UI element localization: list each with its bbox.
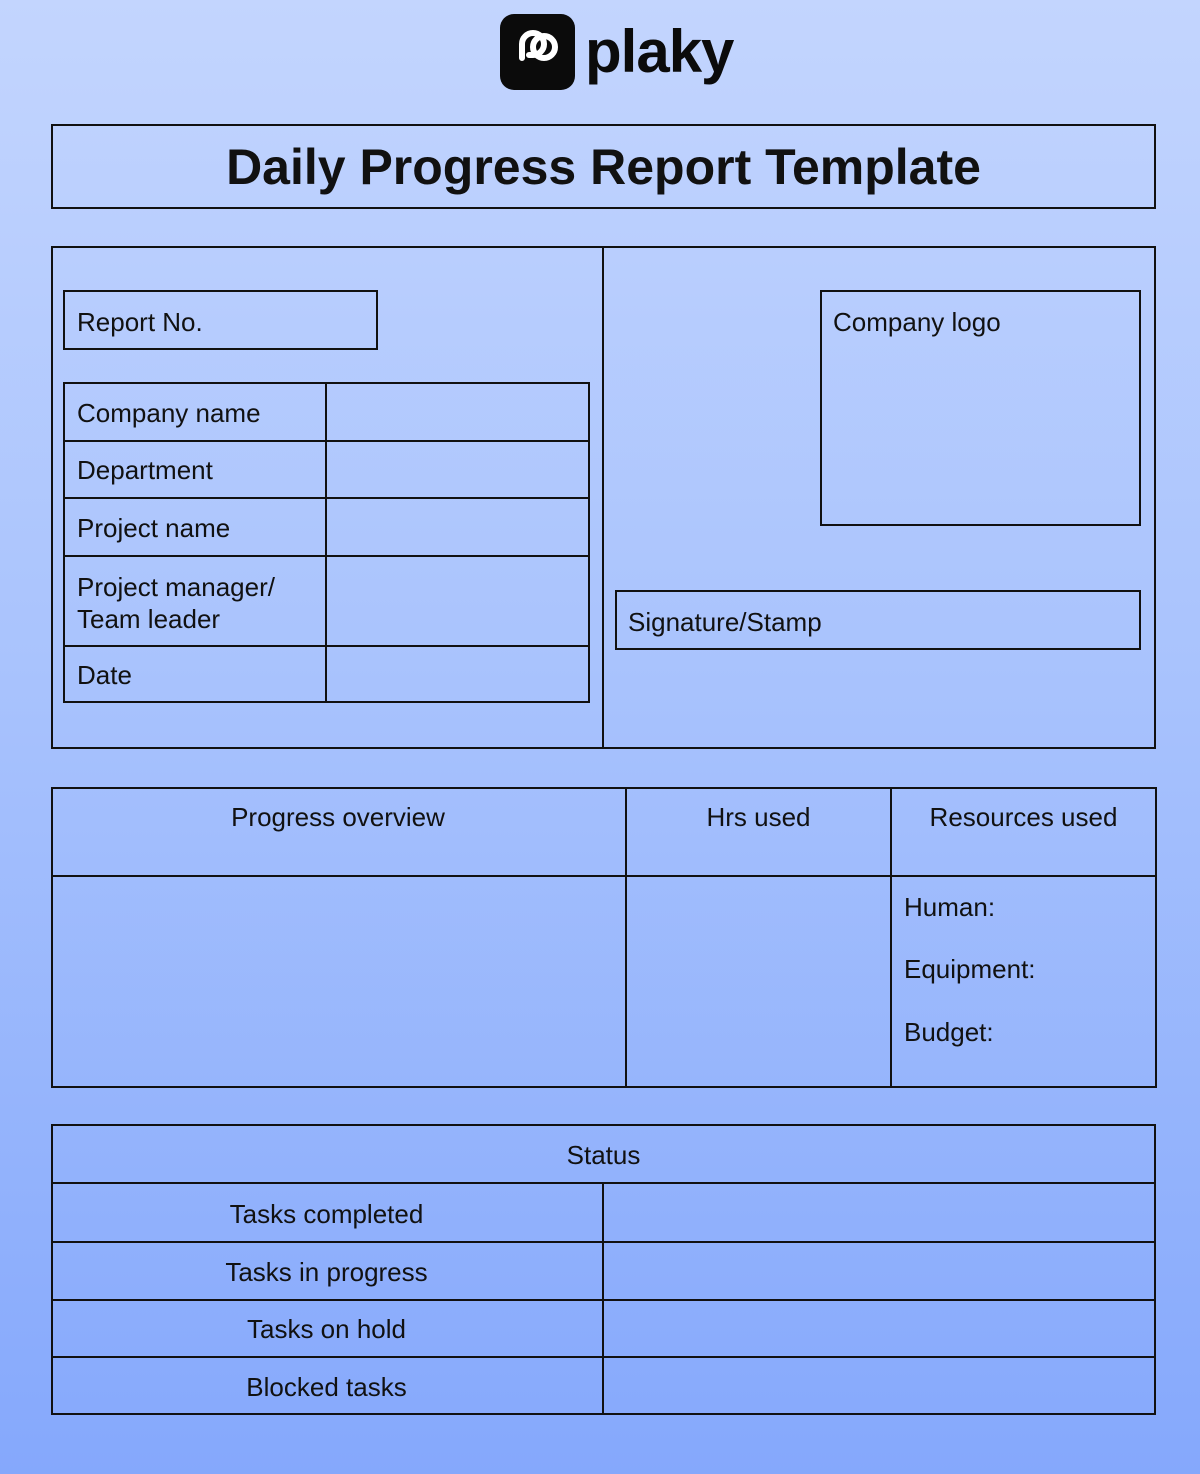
status-row-label: Tasks on hold (247, 1314, 406, 1344)
department-label: Department (77, 455, 213, 485)
company-name-label: Company name (77, 398, 261, 428)
status-row-label: Tasks completed (229, 1199, 424, 1229)
status-header: Status (566, 1140, 641, 1170)
info-row-divider (63, 440, 590, 442)
project-name-label: Project name (77, 513, 231, 543)
company-logo-label: Company logo (833, 307, 1001, 337)
info-table-col-divider (325, 382, 327, 703)
signature-label: Signature/Stamp (628, 607, 822, 637)
hrs-used-header: Hrs used (706, 802, 811, 832)
resources-used-header: Resources used (929, 802, 1118, 832)
report-no-label: Report No. (77, 307, 203, 337)
progress-overview-header: Progress overview (231, 802, 445, 832)
status-value-cell[interactable] (604, 1358, 1154, 1413)
info-row-divider (63, 555, 590, 557)
status-row-label: Tasks in progress (225, 1257, 428, 1287)
resource-budget-label: Budget: (904, 1017, 994, 1047)
resource-equipment-label: Equipment: (904, 954, 1036, 984)
info-row-divider (63, 645, 590, 647)
status-value-cell[interactable] (604, 1301, 1154, 1356)
section-divider (602, 246, 604, 749)
page-title: Daily Progress Report Template (226, 138, 981, 195)
progress-col-divider (890, 787, 892, 1088)
date-label: Date (77, 660, 132, 690)
status-value-cell[interactable] (604, 1243, 1154, 1299)
resource-human-label: Human: (904, 892, 996, 922)
status-value-cell[interactable] (604, 1184, 1154, 1241)
brand-name: plaky (585, 18, 734, 85)
status-row-label: Blocked tasks (246, 1372, 407, 1402)
plaky-logo-icon (500, 14, 575, 90)
hrs-used-cell[interactable] (627, 877, 890, 1086)
info-row-divider (63, 497, 590, 499)
progress-overview-cell[interactable] (53, 877, 625, 1086)
project-manager-label: Project manager/ Team leader (77, 572, 275, 634)
